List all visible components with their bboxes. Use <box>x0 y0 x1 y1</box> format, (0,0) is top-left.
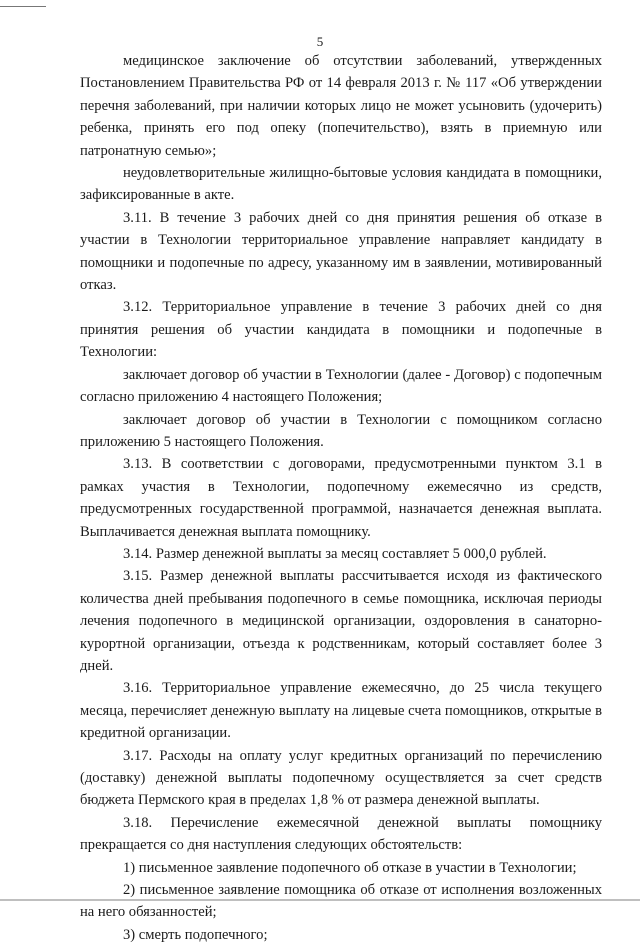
paragraph-3-12: 3.12. Территориальное управление в течение 3 рабочих дней со дня принятия решения об участии кандидата в помощники и подопечные в Технологии: <box>80 299 602 361</box>
paragraph-3-18: 3.18. Перечисление ежемесячной денежной выплаты помощнику прекращается со дня наступления следующих обстоятельств: <box>80 814 602 854</box>
paragraph-contract-ward: заключает договор об участии в Технологии (далее - Договор) с подопечным согласно приложению 4 настоящего Положения; <box>80 366 602 406</box>
scan-edge-mark <box>0 6 46 7</box>
paragraph-3-15: 3.15. Размер денежной выплаты рассчитывается исходя из фактического количества дней пребывания подопечного в семье помощника, исключая периоды лечения подопечного в медицинской организации, оздоровления в санаторно-курортной организации, отъезда к родственникам, который составляет более 3 дней. <box>80 568 602 674</box>
list-item-1: 1) письменное заявление подопечного об отказе в участии в Технологии; <box>123 859 577 876</box>
paragraph-contract-helper: заключает договор об участии в Технологии с помощником согласно приложению 5 настоящего Положения. <box>80 411 602 450</box>
paragraph-3-17: 3.17. Расходы на оплату услуг кредитных организаций по перечислению (доставку) денежной выплаты подопечному осуществляется за счет средств бюджета Пермского края в пределах 1,8 % от размера денежной выплаты. <box>80 747 602 809</box>
document-body <box>80 50 602 946</box>
page-number: 5 <box>316 34 324 49</box>
paragraph-3-16: 3.16. Территориальное управление ежемесячно, до 25 числа текущего месяца, перечисляет денежную выплату на лицевые счета помощников, открытые в кредитной организации. <box>80 680 602 742</box>
paragraph-living-conditions: неудовлетворительные жилищно-бытовые условия кандидата в помощники, зафиксированные в акте. <box>80 165 602 204</box>
paragraph-3-13: 3.13. В соответствии с договорами, предусмотренными пунктом 3.1 в рамках участия в Технологии, подопечному ежемесячно из средств, предусмотренных государственной программой, назначается денежная выплата. Выплачивается денежная выплата помощнику. <box>80 456 602 540</box>
paragraph-3-14: 3.14. Размер денежной выплаты за месяц составляет 5 000,0 рублей. <box>123 545 547 562</box>
paragraph-medical-conclusion: медицинское заключение об отсутствии заболеваний, утвержденных Постановлением Правительства РФ от 14 февраля 2013 г. № 117 «Об утверждении перечня заболеваний, при наличии которых лицо не может усыновить (удочерить) ребенка, принять его под опеку (попечительство), взять в приемную или патронатную семью»; <box>80 53 602 159</box>
paragraph-3-11: 3.11. В течение 3 рабочих дней со дня принятия решения об отказе в участии в Технологии территориальное управление направляет кандидату в помощники и подопечные по адресу, указанному им в заявлении, мотивированный отказ. <box>80 209 602 294</box>
scan-bottom-edge <box>0 899 640 901</box>
list-item-3: 3) смерть подопечного; <box>123 926 268 943</box>
list-item-2: 2) письменное заявление помощника об отказе от исполнения возложенных на него обязанностей; <box>80 882 602 921</box>
